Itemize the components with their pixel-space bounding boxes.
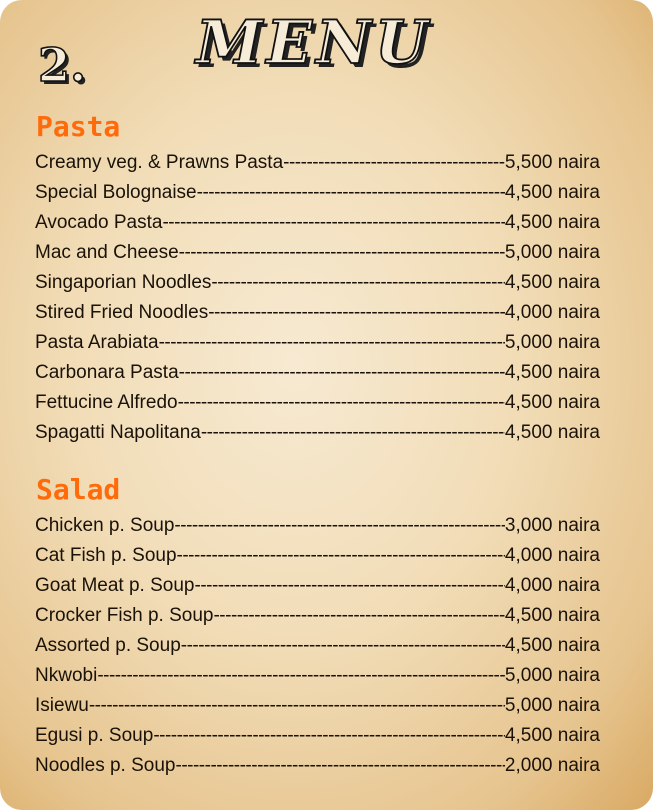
dot-leader xyxy=(162,212,504,234)
item-name: Egusi p. Soup xyxy=(35,725,154,746)
item-price: 5,000 naira xyxy=(504,332,600,353)
item-price: 5,000 naira xyxy=(504,242,600,263)
item-price: 2,000 naira xyxy=(504,755,600,776)
item-price: 5,000 naira xyxy=(504,665,600,686)
item-price: 4,500 naira xyxy=(504,392,600,413)
menu-item xyxy=(35,661,600,691)
item-price: 4,500 naira xyxy=(504,725,600,746)
menu-item xyxy=(35,238,600,268)
dot-leader xyxy=(179,242,505,264)
menu-item xyxy=(35,298,600,328)
menu-item xyxy=(35,208,600,238)
item-name: Singaporian Noodles xyxy=(35,272,212,293)
dot-leader xyxy=(195,575,505,597)
item-name: Isiewu xyxy=(35,695,89,716)
item-name: Goat Meat p. Soup xyxy=(35,575,195,596)
item-name: Special Bolognaise xyxy=(35,182,197,203)
item-name: Stired Fried Noodles xyxy=(35,302,209,323)
menu-item xyxy=(35,541,600,571)
item-name: Crocker Fish p. Soup xyxy=(35,605,214,626)
dot-leader xyxy=(177,545,505,567)
item-name: Avocado Pasta xyxy=(35,212,163,233)
dot-leader xyxy=(178,392,505,414)
menu-item xyxy=(35,358,600,388)
dot-leader xyxy=(201,422,505,444)
item-price: 4,500 naira xyxy=(504,272,600,293)
dot-leader xyxy=(153,725,505,747)
menu-item xyxy=(35,148,600,178)
dot-leader xyxy=(213,605,504,627)
dot-leader xyxy=(174,515,505,537)
dot-leader xyxy=(181,635,505,657)
item-price: 4,500 naira xyxy=(504,182,600,203)
item-name: Noodles p. Soup xyxy=(35,755,176,776)
item-price: 4,000 naira xyxy=(504,575,600,596)
menu-item xyxy=(35,721,600,751)
menu-item xyxy=(35,601,600,631)
menu-item xyxy=(35,751,600,781)
item-name: Creamy veg. & Prawns Pasta xyxy=(35,152,284,173)
item-price: 4,000 naira xyxy=(504,302,600,323)
item-price: 5,500 naira xyxy=(504,152,600,173)
item-price: 4,500 naira xyxy=(504,362,600,383)
section-title-pasta: Pasta xyxy=(36,110,121,143)
menu-item xyxy=(35,268,600,298)
menu-item xyxy=(35,328,600,358)
item-name: Nkwobi xyxy=(35,665,98,686)
menu-item xyxy=(35,691,600,721)
pasta-list xyxy=(35,148,600,448)
item-name: Spagatti Napolitana xyxy=(35,422,201,443)
dot-leader xyxy=(179,362,505,384)
item-price: 4,500 naira xyxy=(504,605,600,626)
menu-item xyxy=(35,511,600,541)
dot-leader xyxy=(89,695,505,717)
page-number: 2. xyxy=(38,38,87,92)
item-name: Pasta Arabiata xyxy=(35,332,159,353)
menu-item xyxy=(35,631,600,661)
dot-leader xyxy=(176,755,505,777)
menu-title: MENU xyxy=(196,8,432,78)
dot-leader xyxy=(97,665,505,687)
item-name: Fettucine Alfredo xyxy=(35,392,178,413)
menu-item xyxy=(35,571,600,601)
menu-item xyxy=(35,418,600,448)
item-name: Assorted p. Soup xyxy=(35,635,181,656)
item-price: 4,500 naira xyxy=(504,422,600,443)
item-price: 4,500 naira xyxy=(504,212,600,233)
item-price: 3,000 naira xyxy=(504,515,600,536)
item-name: Mac and Cheese xyxy=(35,242,179,263)
menu-item xyxy=(35,178,600,208)
dot-leader xyxy=(159,332,505,354)
item-price: 4,500 naira xyxy=(504,635,600,656)
item-name: Carbonara Pasta xyxy=(35,362,179,383)
item-name: Chicken p. Soup xyxy=(35,515,175,536)
salad-list xyxy=(35,511,600,781)
section-title-salad: Salad xyxy=(36,473,121,506)
item-price: 4,000 naira xyxy=(504,545,600,566)
dot-leader xyxy=(211,272,505,294)
dot-leader xyxy=(208,302,505,324)
item-price: 5,000 naira xyxy=(504,695,600,716)
dot-leader xyxy=(197,182,505,204)
menu-item xyxy=(35,388,600,418)
item-name: Cat Fish p. Soup xyxy=(35,545,177,566)
dot-leader xyxy=(283,152,505,174)
